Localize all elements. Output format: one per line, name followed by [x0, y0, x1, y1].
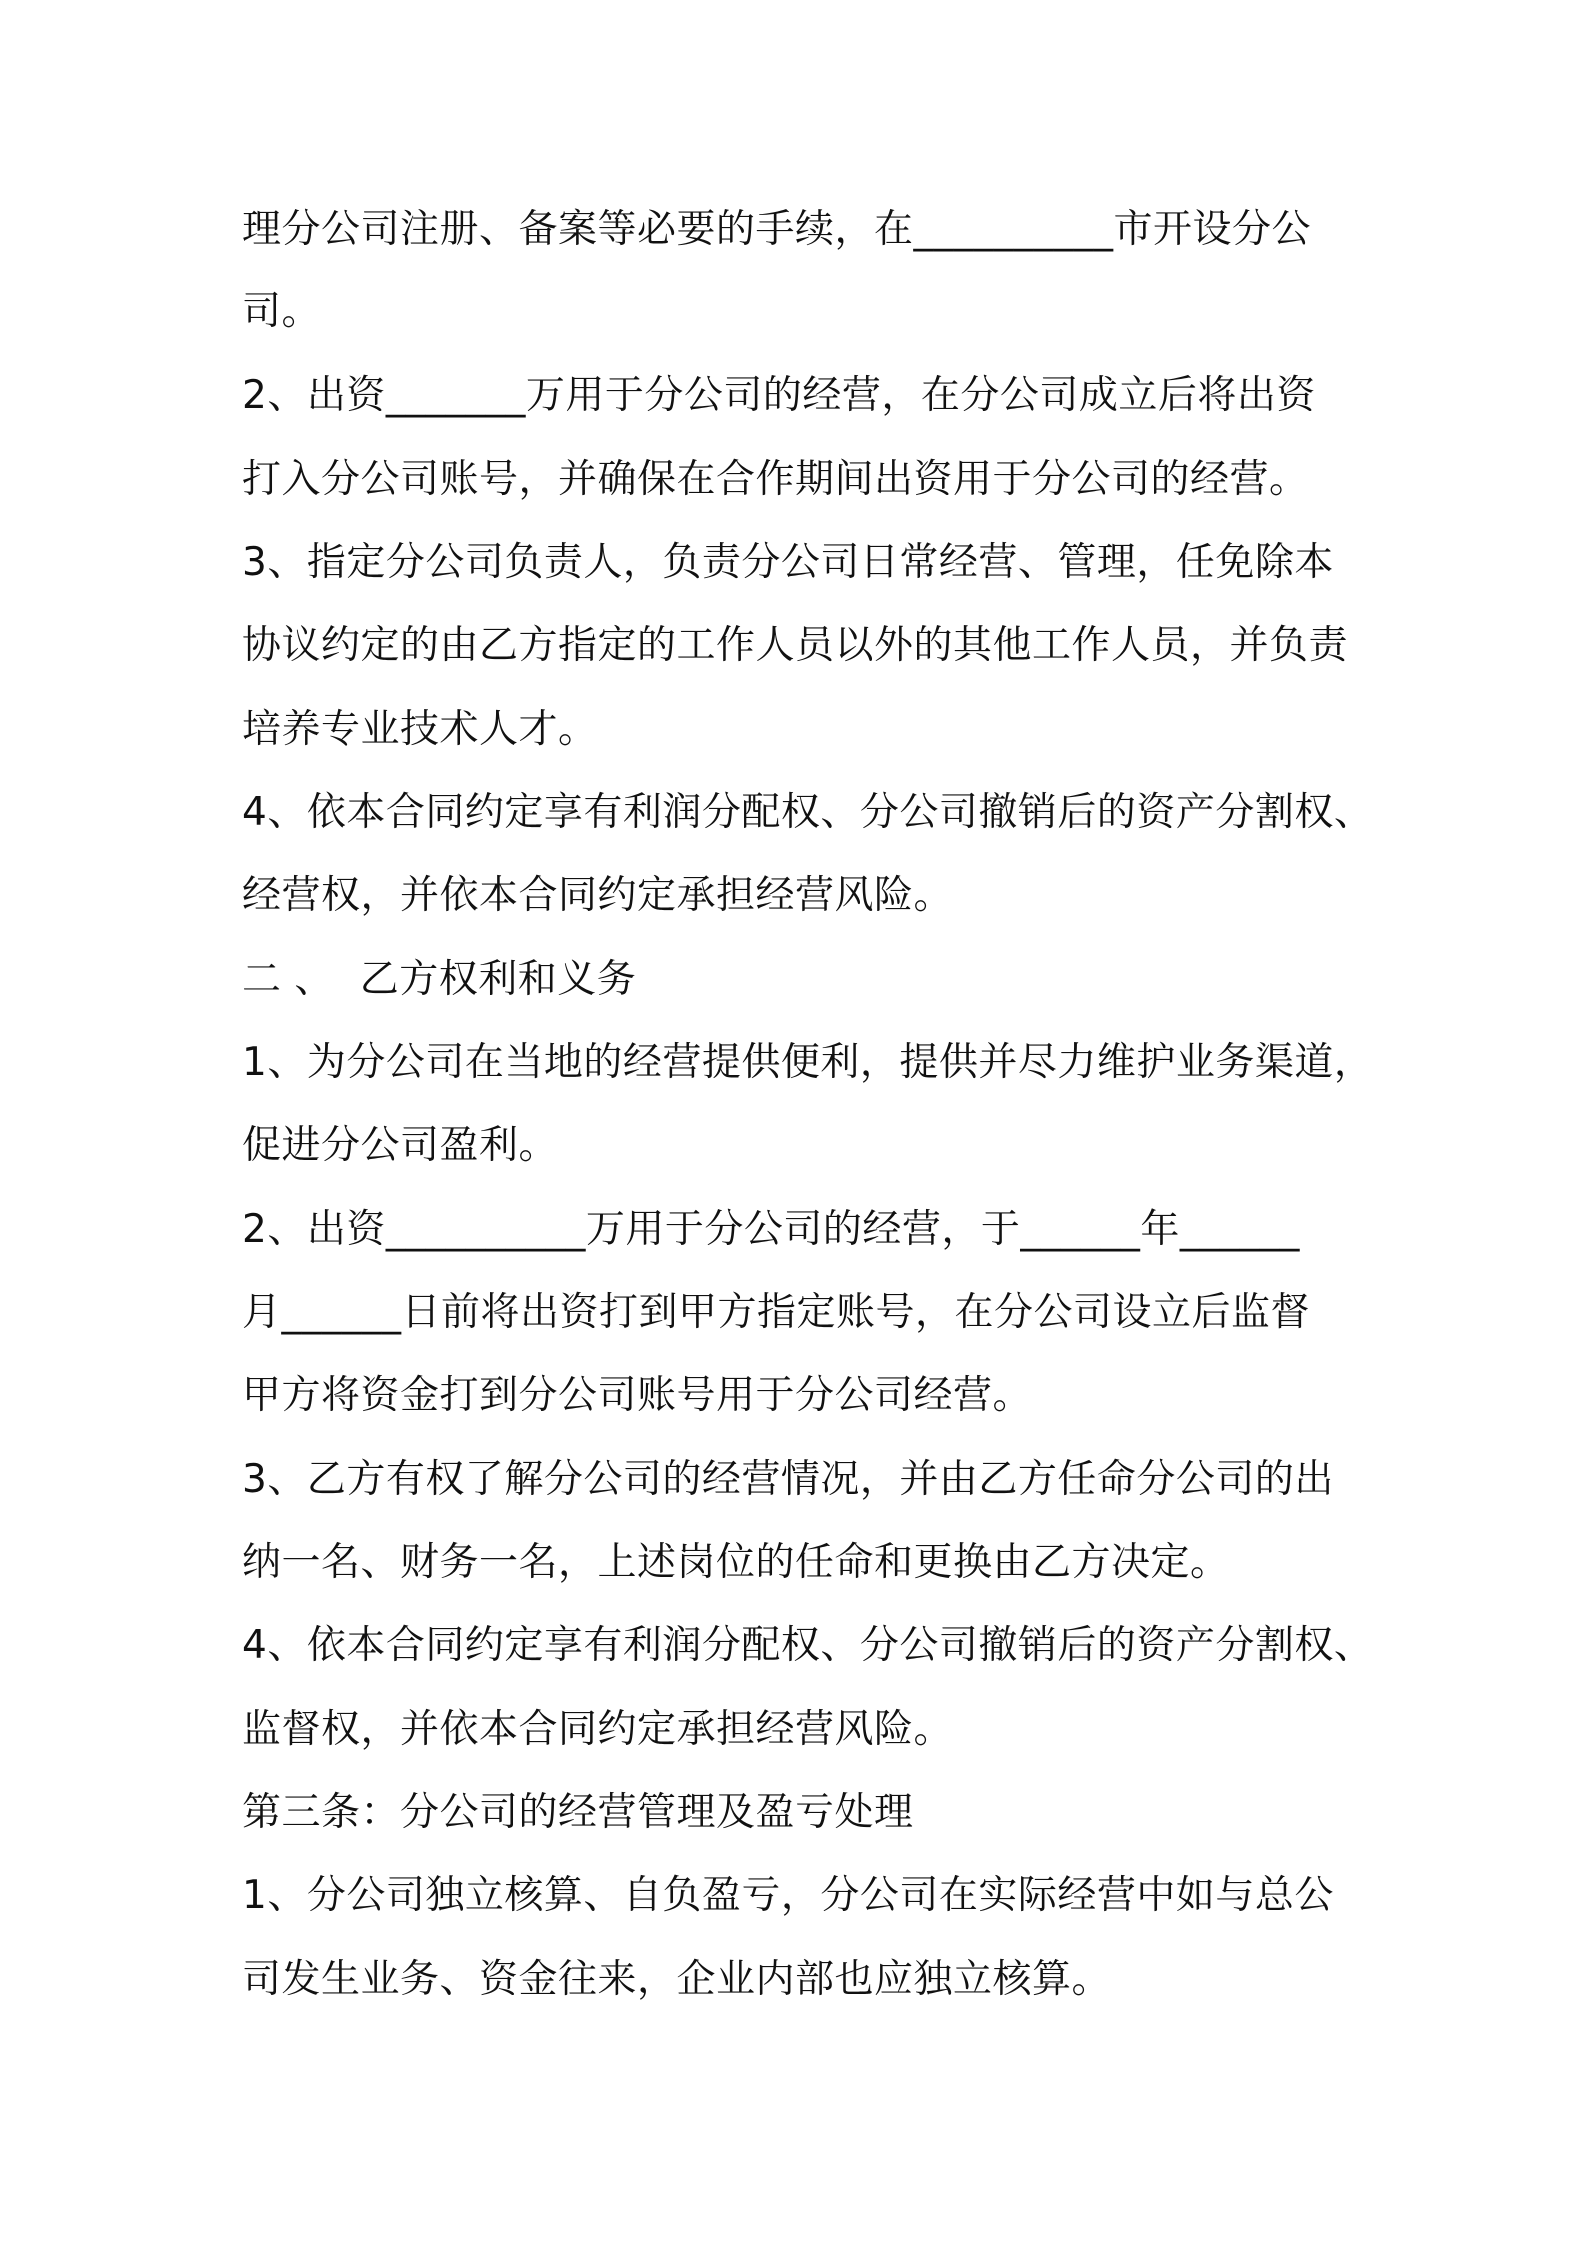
section-heading: 二 、 乙方权利和义务 [242, 957, 637, 1002]
text-line: 3、乙方有权了解分公司的经营情况，并由乙方任命分公司的出 [242, 1457, 1334, 1502]
text-line: 4、依本合同约定享有利润分配权、分公司撤销后的资产分割权、 [242, 790, 1374, 835]
text-line: 4、依本合同约定享有利润分配权、分公司撤销后的资产分割权、 [242, 1623, 1374, 1668]
text-line: 监督权，并依本合同约定承担经营风险。 [242, 1707, 954, 1752]
text-line: 经营权，并依本合同约定承担经营风险。 [242, 873, 954, 918]
text-line: 甲方将资金打到分公司账号用于分公司经营。 [242, 1373, 1033, 1418]
text-line: 2、出资_______万用于分公司的经营，在分公司成立后将出资 [242, 373, 1316, 418]
text-line: 3、指定分公司负责人，负责分公司日常经营、管理，任免除本 [242, 540, 1334, 585]
text-line: 2、出资__________万用于分公司的经营，于______年______ [242, 1207, 1300, 1252]
text-line: 促进分公司盈利。 [242, 1123, 559, 1168]
text-line: 培养专业技术人才。 [242, 707, 598, 752]
text-line: 1、为分公司在当地的经营提供便利，提供并尽力维护业务渠道， [242, 1040, 1374, 1085]
text-line: 打入分公司账号，并确保在合作期间出资用于分公司的经营。 [242, 457, 1309, 502]
text-line: 协议约定的由乙方指定的工作人员以外的其他工作人员，并负责 [242, 623, 1349, 668]
text-line: 司发生业务、资金往来，企业内部也应独立核算。 [242, 1957, 1112, 2002]
text-line: 1、分公司独立核算、自负盈亏，分公司在实际经营中如与总公 [242, 1873, 1334, 1918]
text-line: 司。 [242, 289, 322, 334]
article-heading: 第三条：分公司的经营管理及盈亏处理 [242, 1790, 914, 1835]
text-line: 纳一名、财务一名，上述岗位的任命和更换由乙方决定。 [242, 1540, 1230, 1585]
text-line: 月______日前将出资打到甲方指定账号，在分公司设立后监督 [242, 1290, 1311, 1335]
text-line: 理分公司注册、备案等必要的手续，在__________市开设分公 [242, 207, 1312, 252]
